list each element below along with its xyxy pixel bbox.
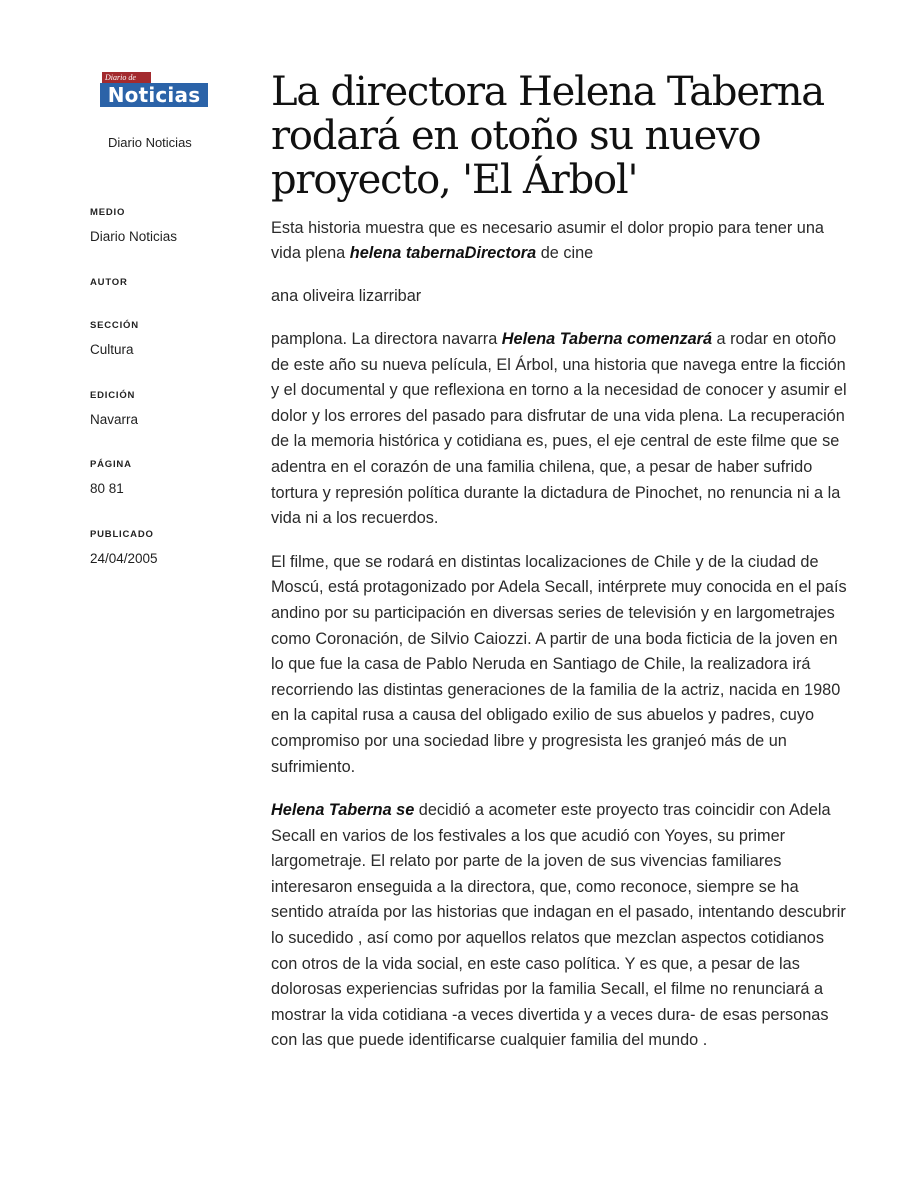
paragraph-text-end: decidió a acometer este proyecto tras coincidir con Adela Secall en varios de los festivales a los que acudió con Yoyes, su primer largometraje. El relato por parte de la joven de sus vivencias familiares interesaron enseguida a la directora, que, como reconoce, siempre se ha sentido atraída por las historias que indagan en el pasado, intentando descubrir lo sucedido , así como por aquellos relatos que mezclan aspectos cotidianos con otros de la vida social, en este caso política. Y es que, a pesar de las dolorosas experiencias sufridas por la familia Secall, el filme no renunciará a mostrar la vida cotidiana -a veces divertida y a veces dura- de esas personas con las que puede identificarse cualquier familia del mundo . <box>271 801 846 1050</box>
meta-edicion <box>90 390 138 427</box>
lead-emphasis: helena tabernaDirectora <box>349 244 537 262</box>
publication-logo <box>100 72 208 108</box>
lead-text: Esta historia muestra que es necesario asumir el dolor propio para tener una vida plena <box>271 219 824 262</box>
article-paragraph <box>271 798 851 1054</box>
paragraph-emphasis: Helena Taberna se <box>271 801 415 820</box>
article <box>271 70 851 1054</box>
meta-label: AUTOR <box>90 277 128 288</box>
lead-text-end: de cine <box>536 244 594 262</box>
paragraph-text-end: a rodar en otoño de este año su nueva película, El Árbol, una historia que navega entre la ficción y el documental y que reflexiona en torno a la necesidad de conocer y asumir el dolor y los errores del pasado para disfrutar de una vida plena. La recuperación de la memoria histórica y cotidiana es, pues, el eje central de este filme que se adentra en el corazón de una familia chilena, que, a pesar de haber sufrido tortura y represión política durante la dictadura de Pinochet, no renuncia ni a la vida ni a los recuerdos. <box>271 330 847 528</box>
meta-label: MEDIO <box>90 207 126 218</box>
meta-seccion <box>90 320 139 357</box>
source-name: Diario Noticias <box>108 135 192 150</box>
meta-label: PUBLICADO <box>90 529 154 540</box>
logo-main-band: Noticias <box>100 83 208 107</box>
meta-pagina <box>90 459 132 496</box>
meta-label: PÁGINA <box>90 459 132 470</box>
paragraph-emphasis: Helena Taberna comenzará <box>501 330 713 348</box>
meta-publicado <box>90 529 158 566</box>
article-paragraph: El filme, que se rodará en distintas localizaciones de Chile y de la ciudad de Moscú, está protagonizado por Adela Secall, intérprete muy conocida en el país andino por su participación en diversas series de televisión y en largometrajes como Coronación, de Silvio Caiozzi. A partir de una boda ficticia de la joven en lo que fue la casa de Pablo Neruda en Santiago de Chile, la realizadora irá recorriendo las distintas generaciones de la familia de la actriz, nacida en 1980 en la capital rusa a causa del obligado exilio de sus abuelos y padres, cuyo compromiso por una sociedad libre y progresista les granjeó más de un sufrimiento. <box>271 552 847 776</box>
meta-label: SECCIÓN <box>90 320 139 331</box>
article-paragraph <box>271 327 851 532</box>
meta-value: Navarra <box>90 412 139 427</box>
meta-value: 24/04/2005 <box>90 551 158 566</box>
meta-value: 80 81 <box>90 481 124 496</box>
paragraph-text: pamplona. La directora navarra <box>271 330 502 348</box>
meta-label: EDICIÓN <box>90 390 136 401</box>
meta-autor <box>90 277 128 299</box>
metadata-sidebar <box>90 72 240 566</box>
meta-medio <box>90 207 177 244</box>
meta-value: Cultura <box>90 342 134 357</box>
article-title: La directora Helena Taberna rodará en otoño su nuevo proyecto, 'El Árbol' <box>271 69 824 203</box>
meta-value: Diario Noticias <box>90 229 178 244</box>
article-byline: ana oliveira lizarribar <box>271 287 422 305</box>
logo-top-band: Diario de <box>102 72 151 83</box>
article-lead <box>271 216 851 266</box>
